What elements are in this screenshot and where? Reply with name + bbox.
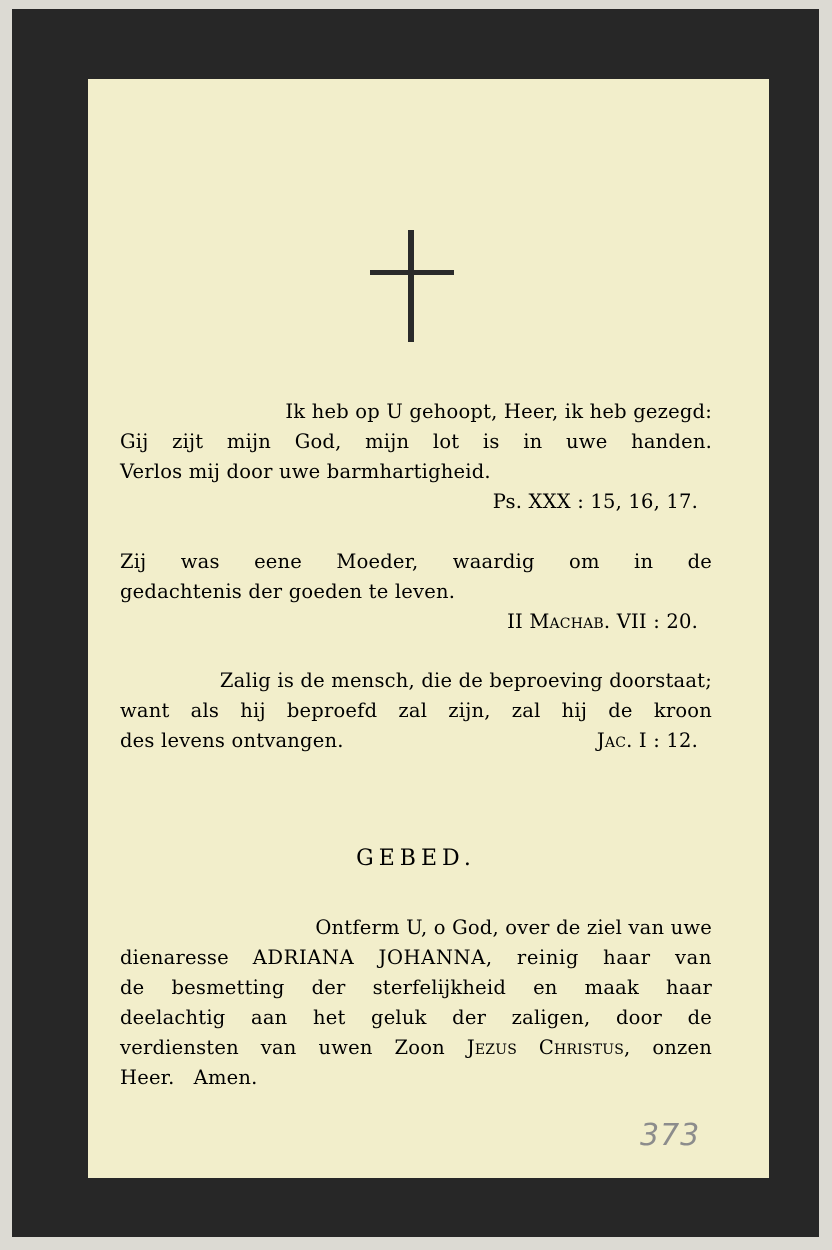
prayer-title: GEBED. <box>356 846 476 871</box>
blessed-verse <box>120 666 712 756</box>
prayer-line-3: de besmetting der sterfelijkheid en maak haar <box>120 976 712 999</box>
psalm-line-1: Ik heb op U gehoopt, Heer, ik heb gezegd: <box>285 400 712 423</box>
prayer-text <box>120 913 712 1093</box>
blessed-line-2: want als hij beproefd zal zijn, zal hij de kroon <box>120 699 712 722</box>
psalm-verse <box>120 397 712 517</box>
prayer-line-2: dienaresse ADRIANA JOHANNA, reinig haar van <box>120 946 712 969</box>
prayer-line-4: deelachtig aan het geluk der zaligen, door de <box>120 1006 712 1029</box>
psalm-line-3: Verlos mij door uwe barmhartigheid. <box>120 460 491 483</box>
blessed-reference: Jac. I : 12. <box>596 729 698 752</box>
mother-verse <box>120 547 712 637</box>
mother-line-2: gedachtenis der goeden te leven. <box>120 580 456 603</box>
prayer-line-5: verdiensten van uwen Zoon Jezus Christus, onzen <box>120 1036 713 1059</box>
cross-icon <box>370 230 454 342</box>
blessed-line-3: des levens ontvangen. <box>120 729 344 752</box>
prayer-line-1: Ontferm U, o God, over de ziel van uwe <box>315 916 712 939</box>
psalm-line-2: Gij zijt mijn God, mijn lot is in uwe handen. <box>120 430 712 453</box>
blessed-line-1: Zalig is de mensch, die de beproeving doorstaat; <box>219 669 712 692</box>
mother-line-1: Zij was eene Moeder, waardig om in de <box>120 550 712 573</box>
prayer-line-6: Heer. Amen. <box>120 1066 258 1089</box>
mother-reference: II Machab. VII : 20. <box>507 610 698 633</box>
jesus-christus: Jezus Christus, onzen <box>466 1036 713 1059</box>
deceased-name: ADRIANA JOHANNA, reinig haar van <box>252 946 712 969</box>
psalm-reference: Ps. XXX : 15, 16, 17. <box>492 490 698 513</box>
archive-number: 373 <box>640 1118 701 1153</box>
